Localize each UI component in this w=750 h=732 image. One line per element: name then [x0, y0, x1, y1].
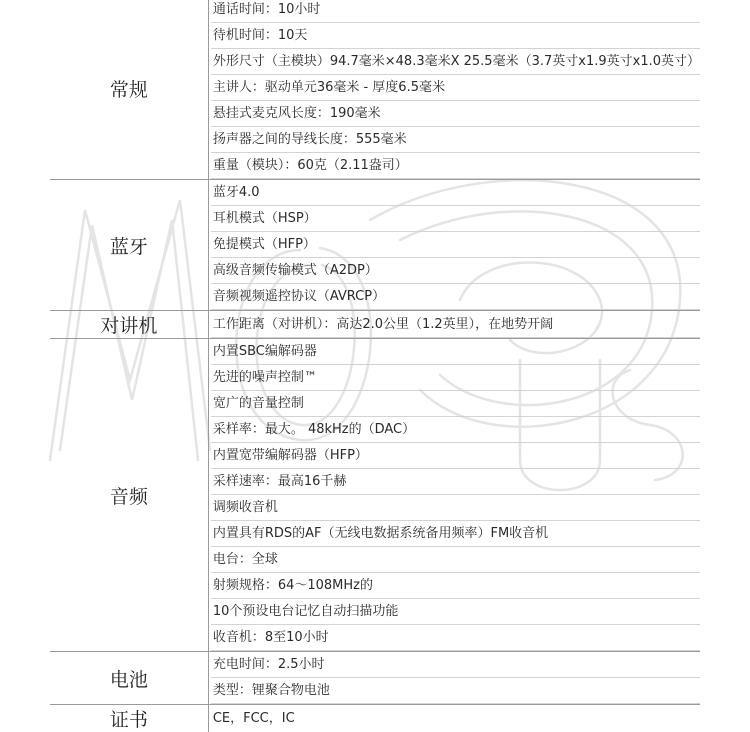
spec-line: 10个预设电台记忆自动扫描功能 [211, 599, 700, 625]
spec-line: 蓝牙4.0 [211, 180, 700, 206]
spec-line: 充电时间：2.5小时 [211, 652, 700, 678]
spec-line: CE，FCC，IC [211, 706, 700, 731]
spec-line: 采样率：最大。 48kHz的（DAC） [211, 417, 700, 443]
category-label: 常规 [50, 0, 208, 180]
category-label: 音频 [50, 339, 208, 652]
spec-group-bluetooth [50, 180, 700, 311]
category-label: 蓝牙 [50, 180, 208, 311]
spec-values [208, 339, 700, 652]
spec-values [208, 180, 700, 311]
spec-line: 耳机模式（HSP） [211, 206, 700, 232]
spec-line: 先进的噪声控制™ [211, 365, 700, 391]
spec-line: 宽广的音量控制 [211, 391, 700, 417]
spec-line: 内置SBC编解码器 [211, 339, 700, 365]
category-label: 对讲机 [50, 311, 208, 339]
category-label: 电池 [50, 652, 208, 705]
spec-values [208, 0, 700, 180]
spec-values [208, 311, 700, 339]
spec-line: 主讲人：驱动单元36毫米 - 厚度6.5毫米 [211, 75, 700, 101]
spec-line: 采样速率：最高16千赫 [211, 469, 700, 495]
spec-line: 免提模式（HFP） [211, 232, 700, 258]
spec-line: 重量（模块）：60克（2.11盎司） [211, 153, 700, 179]
spec-line: 电台：全球 [211, 547, 700, 573]
spec-table [50, 0, 700, 732]
spec-line: 工作距离（对讲机）：高达2.0公里（1.2英里），在地势开阔 [211, 312, 700, 338]
spec-line: 外形尺寸（主模块）94.7毫米×48.3毫米X 25.5毫米（3.7英寸x1.9英寸x1.0英寸） [211, 49, 700, 75]
spec-line: 类型：锂聚合物电池 [211, 678, 700, 704]
spec-group-audio [50, 339, 700, 652]
spec-line: 音频视频遥控协议（AVRCP） [211, 284, 700, 310]
category-label: 证书 [50, 705, 208, 732]
spec-line: 射频规格：64～108MHz的 [211, 573, 700, 599]
spec-line: 待机时间：10天 [211, 23, 700, 49]
spec-group-general [50, 0, 700, 180]
spec-line: 调频收音机 [211, 495, 700, 521]
spec-line: 通话时间：10小时 [211, 0, 700, 23]
spec-group-certificates [50, 705, 700, 732]
spec-group-battery [50, 652, 700, 705]
spec-line: 悬挂式麦克风长度：190毫米 [211, 101, 700, 127]
spec-line: 内置具有RDS的AF（无线电数据系统备用频率）FM收音机 [211, 521, 700, 547]
spec-line: 高级音频传输模式（A2DP） [211, 258, 700, 284]
spec-values [208, 652, 700, 705]
spec-line: 收音机：8至10小时 [211, 625, 700, 651]
spec-values [208, 705, 700, 732]
spec-group-intercom [50, 311, 700, 339]
spec-line: 内置宽带编解码器（HFP） [211, 443, 700, 469]
spec-line: 扬声器之间的导线长度：555毫米 [211, 127, 700, 153]
